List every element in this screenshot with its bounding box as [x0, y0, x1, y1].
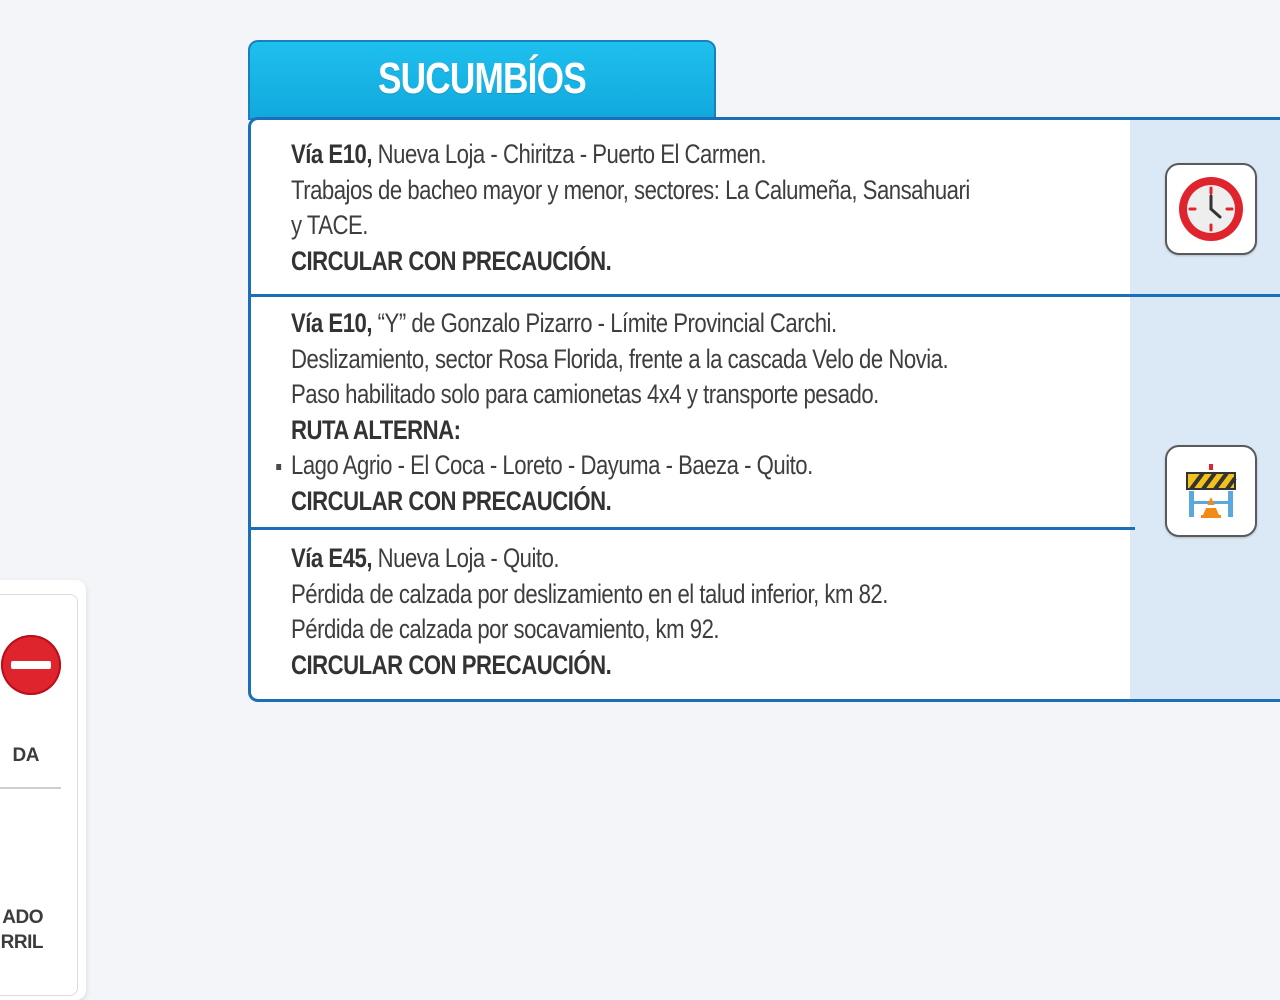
road-entry	[291, 306, 1111, 519]
caution-warning: CIRCULAR CON PRECAUCIÓN.	[291, 485, 612, 516]
lane-closed-icon	[0, 839, 23, 891]
road-barrier-icon	[1181, 461, 1241, 521]
road-name: Vía E45,	[291, 543, 373, 573]
bullet-icon	[276, 464, 281, 470]
road-name: Vía E10,	[291, 308, 373, 338]
legend-label-lane-line-1: ADO	[2, 907, 43, 928]
road-conditions-table	[248, 117, 1280, 702]
roadwork-schedule-tile	[1165, 163, 1257, 255]
route-text: Nueva Loja - Quito.	[372, 543, 560, 573]
partial-closure-tile	[1165, 445, 1257, 537]
road-name: Vía E10,	[291, 139, 373, 169]
entry-detail: Pérdida de calzada por deslizamiento en el talud inferior, km 82.	[291, 578, 888, 609]
legend-card	[0, 580, 86, 1000]
entry-heading-line	[291, 137, 963, 173]
caution-warning: CIRCULAR CON PRECAUCIÓN.	[291, 245, 612, 276]
legend-label-closed: DA	[12, 745, 39, 766]
alternate-route-text: Lago Agrio - El Coca - Loreto - Dayuma - Baeza - Quito.	[291, 450, 813, 480]
route-text: “Y” de Gonzalo Pizarro - Límite Provincial Carchi.	[372, 308, 837, 338]
province-title: SUCUMBÍOS	[378, 54, 586, 103]
entry-detail: Pérdida de calzada por socavamiento, km 92.	[291, 614, 720, 644]
legend-label-lane-line-2: RRIL	[0, 932, 43, 953]
entry-detail: Deslizamiento, sector Rosa Florida, frente a la cascada Velo de Novia.	[291, 343, 949, 374]
road-entry	[291, 541, 1111, 683]
road-closed-icon	[1, 635, 61, 695]
entry-detail: Paso habilitado solo para camionetas 4x4 y transporte pesado.	[291, 379, 879, 409]
road-entry	[291, 137, 1111, 279]
clock-icon	[1175, 173, 1247, 245]
entry-detail: Trabajos de bacheo mayor y menor, sectores: La Calumeña, Sansahuari	[291, 174, 970, 205]
caution-warning: CIRCULAR CON PRECAUCIÓN.	[291, 649, 612, 680]
alternate-route-item	[291, 448, 963, 484]
route-text: Nueva Loja - Chiritza - Puerto El Carmen.	[372, 139, 767, 169]
legend-divider	[0, 787, 61, 789]
province-header-tab	[248, 40, 716, 120]
legend-inner-frame	[0, 594, 78, 996]
entry-detail: y TACE.	[291, 210, 368, 240]
legend-label-lane	[0, 905, 43, 955]
alternate-route-heading: RUTA ALTERNA:	[291, 414, 461, 445]
entry-heading-line	[291, 541, 963, 577]
entry-heading-line	[291, 306, 963, 342]
